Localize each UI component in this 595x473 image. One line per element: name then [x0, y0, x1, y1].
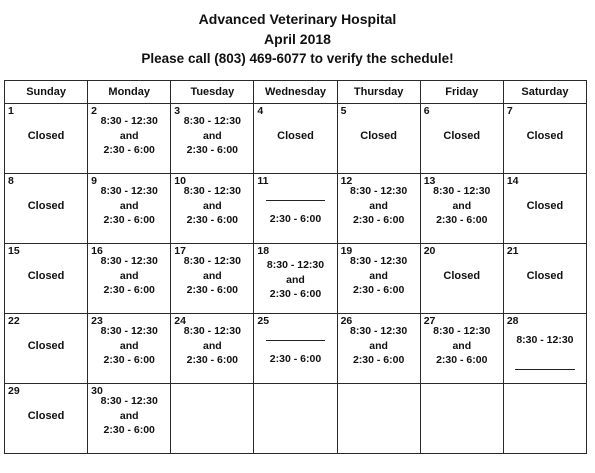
hours-and: and	[369, 339, 388, 352]
day-number: 3	[174, 105, 181, 117]
day-number: 2	[91, 105, 97, 117]
day-cell-content	[88, 244, 170, 313]
hours-and: and	[369, 199, 388, 212]
hours-block	[421, 324, 503, 368]
day-cell	[88, 314, 171, 384]
hours-and: and	[452, 199, 472, 212]
hours-am: 8:30 - 12:30	[100, 185, 158, 197]
day-cell	[171, 384, 254, 454]
day-number: 13	[423, 175, 436, 187]
hours-and: and	[203, 339, 222, 352]
month-title: April 2018	[264, 31, 331, 47]
hours-block	[338, 324, 420, 368]
hours-pm: 2:30 - 6:00	[103, 424, 155, 436]
day-number: 10	[174, 175, 186, 187]
calendar-table	[4, 80, 587, 454]
hours-block	[88, 184, 170, 228]
hours-am: 8:30 - 12:30	[433, 325, 491, 337]
hours-block	[171, 254, 253, 298]
day-cell-content	[5, 104, 87, 173]
day-number: 7	[506, 105, 513, 117]
day-cell	[337, 244, 420, 314]
hours-pm: 2:30 - 6:00	[436, 214, 488, 226]
hours-pm: 2:30 - 6:00	[436, 354, 488, 366]
closed-label: Closed	[277, 130, 314, 142]
hours-am: 8:30 - 12:30	[350, 255, 408, 267]
day-cell	[5, 244, 88, 314]
hours-and: and	[286, 273, 305, 286]
day-number: 26	[340, 315, 353, 327]
hours-am: 8:30 - 12:30	[100, 325, 158, 337]
hours-and: and	[119, 409, 139, 422]
hours-block	[88, 114, 170, 158]
hours-pm: 2:30 - 6:00	[103, 144, 155, 156]
week-row	[5, 174, 587, 244]
hours-and: and	[119, 269, 139, 282]
closed-label: Closed	[443, 130, 481, 142]
closed-label: Closed	[526, 270, 564, 282]
hours-pm: 2:30 - 6:00	[186, 144, 239, 156]
day-cell-content	[504, 314, 586, 383]
day-cell	[337, 104, 420, 174]
day-number: 20	[423, 245, 436, 257]
closed-label: Closed	[27, 270, 65, 282]
day-cell-content	[88, 384, 170, 453]
hours-pm: 2:30 - 6:00	[269, 353, 322, 365]
day-number: 22	[8, 315, 20, 327]
day-number: 6	[423, 105, 430, 117]
day-cell-content	[338, 104, 420, 173]
day-cell	[254, 104, 337, 174]
day-number: 16	[91, 245, 103, 257]
hours-am: 8:30 - 12:30	[516, 334, 574, 346]
day-number: 29	[8, 385, 20, 397]
closed-label: Closed	[27, 410, 65, 422]
day-cell	[171, 314, 254, 384]
day-number: 5	[340, 105, 347, 117]
hours-and: and	[203, 199, 222, 212]
hours-pm: 2:30 - 6:00	[103, 354, 155, 366]
day-number: 27	[423, 315, 436, 327]
calendar-body	[5, 104, 587, 454]
day-cell-content	[504, 384, 586, 453]
hours-am: 8:30 - 12:30	[350, 185, 408, 197]
weekday-header-row	[5, 81, 587, 104]
day-cell-content	[254, 314, 336, 383]
verify-note: Please call (803) 469-6077 to verify the schedule!	[141, 51, 454, 66]
hours-am: 8:30 - 12:30	[183, 185, 241, 197]
hours-pm: 2:30 - 6:00	[103, 284, 155, 296]
day-cell-content	[5, 174, 87, 243]
hours-am: 8:30 - 12:30	[350, 325, 408, 337]
hours-pm: 2:30 - 6:00	[352, 284, 405, 296]
hours-block	[88, 254, 170, 298]
day-cell	[420, 314, 503, 384]
closed-label: Closed	[27, 130, 65, 142]
hours-pm: 2:30 - 6:00	[269, 288, 322, 300]
hours-am: 8:30 - 12:30	[266, 259, 325, 271]
day-cell	[337, 174, 420, 244]
hours-pm: 2:30 - 6:00	[186, 214, 239, 226]
day-cell	[171, 104, 254, 174]
hospital-title: Advanced Veterinary Hospital	[198, 11, 397, 27]
closed-label: Closed	[526, 200, 564, 212]
day-cell-content	[171, 104, 253, 173]
hours-pm: 2:30 - 6:00	[352, 214, 405, 226]
hours-and: and	[119, 199, 139, 212]
morning-blank-line	[266, 200, 325, 201]
day-cell	[171, 244, 254, 314]
day-cell	[171, 174, 254, 244]
hours-am: 8:30 - 12:30	[183, 115, 241, 127]
day-cell	[5, 174, 88, 244]
day-number: 17	[174, 245, 186, 257]
hours-block	[171, 184, 253, 228]
week-row	[5, 244, 587, 314]
closed-label: Closed	[27, 340, 65, 352]
hours-am: 8:30 - 12:30	[100, 395, 158, 407]
hours-pm: 2:30 - 6:00	[269, 213, 322, 225]
hours-and: and	[119, 339, 139, 352]
week-row	[5, 104, 587, 174]
morning-blank-line	[266, 340, 325, 341]
day-cell-content	[504, 174, 586, 243]
day-cell	[88, 104, 171, 174]
day-cell-content	[254, 174, 336, 243]
afternoon-blank-line	[515, 369, 574, 370]
day-cell-content	[171, 384, 253, 453]
day-cell-content	[338, 314, 420, 383]
hours-and: and	[119, 129, 139, 142]
day-cell-content	[338, 244, 420, 313]
weekday-header: Saturday	[503, 81, 586, 104]
day-cell	[503, 104, 586, 174]
day-cell	[254, 314, 337, 384]
day-cell	[254, 244, 337, 314]
closed-label: Closed	[443, 270, 481, 282]
closed-label: Closed	[27, 200, 65, 212]
hours-block	[88, 394, 170, 438]
day-cell-content	[5, 314, 87, 383]
day-cell	[254, 384, 337, 454]
day-cell-content	[421, 384, 503, 453]
hours-block	[171, 324, 253, 368]
closed-label: Closed	[526, 130, 564, 142]
day-cell	[5, 104, 88, 174]
day-cell-content	[338, 174, 420, 243]
day-cell	[420, 384, 503, 454]
day-cell-content	[421, 314, 503, 383]
day-number: 15	[8, 245, 20, 257]
day-number: 11	[257, 175, 269, 187]
day-cell	[5, 384, 88, 454]
day-number: 21	[506, 245, 519, 257]
day-number: 1	[8, 105, 14, 117]
weekday-header: Sunday	[5, 81, 88, 104]
week-row	[5, 384, 587, 454]
day-cell-content	[421, 104, 503, 173]
day-cell-content	[254, 384, 336, 453]
day-cell-content	[504, 244, 586, 313]
closed-label: Closed	[360, 130, 397, 142]
day-cell	[337, 384, 420, 454]
day-cell	[503, 314, 586, 384]
weekday-header: Wednesday	[254, 81, 337, 104]
hours-block	[338, 254, 420, 298]
day-cell	[88, 384, 171, 454]
day-number: 30	[91, 385, 103, 397]
day-number: 23	[91, 315, 103, 327]
day-cell-content	[338, 384, 420, 453]
day-cell	[503, 244, 586, 314]
hours-pm: 2:30 - 6:00	[352, 354, 405, 366]
day-number: 19	[340, 245, 353, 257]
day-cell-content	[171, 244, 253, 313]
day-cell-content	[171, 174, 253, 243]
day-cell	[503, 384, 586, 454]
day-cell	[254, 174, 337, 244]
day-number: 4	[257, 105, 264, 117]
hours-block	[88, 324, 170, 368]
day-cell-content	[88, 314, 170, 383]
hours-pm: 2:30 - 6:00	[103, 214, 155, 226]
hours-am: 8:30 - 12:30	[183, 255, 241, 267]
weekday-header: Tuesday	[171, 81, 254, 104]
day-cell	[420, 174, 503, 244]
day-cell-content	[5, 244, 87, 313]
hours-block	[421, 184, 503, 228]
day-cell-content	[421, 174, 503, 243]
hours-am: 8:30 - 12:30	[433, 185, 491, 197]
day-cell-content	[254, 104, 336, 173]
day-cell	[88, 244, 171, 314]
day-cell-content	[421, 244, 503, 313]
schedule-header	[0, 0, 595, 69]
day-cell-content	[88, 174, 170, 243]
day-cell-content	[504, 104, 586, 173]
weekday-header: Monday	[88, 81, 171, 104]
day-number: 25	[257, 315, 270, 327]
day-number: 9	[91, 175, 97, 187]
day-cell	[420, 104, 503, 174]
hours-am: 8:30 - 12:30	[183, 325, 241, 337]
day-cell-content	[254, 244, 336, 313]
hours-block	[338, 184, 420, 228]
hours-pm: 2:30 - 6:00	[186, 284, 239, 296]
week-row	[5, 314, 587, 384]
day-cell	[503, 174, 586, 244]
hours-block	[254, 258, 336, 302]
weekday-header: Thursday	[337, 81, 420, 104]
hours-am: 8:30 - 12:30	[100, 115, 158, 127]
day-number: 12	[340, 175, 353, 187]
hours-am: 8:30 - 12:30	[100, 255, 158, 267]
hours-pm: 2:30 - 6:00	[186, 354, 239, 366]
day-cell-content	[171, 314, 253, 383]
hours-and: and	[369, 269, 388, 282]
hours-and: and	[452, 339, 472, 352]
day-number: 18	[257, 245, 270, 257]
day-number: 8	[8, 175, 14, 187]
day-cell	[88, 174, 171, 244]
hours-and: and	[203, 269, 222, 282]
day-number: 28	[506, 315, 519, 327]
hours-block	[171, 114, 253, 158]
hours-and: and	[203, 129, 222, 142]
day-cell	[420, 244, 503, 314]
day-cell-content	[88, 104, 170, 173]
day-number: 14	[506, 175, 519, 187]
day-cell-content	[5, 384, 87, 453]
day-number: 24	[174, 315, 186, 327]
weekday-header: Friday	[420, 81, 503, 104]
day-cell	[337, 314, 420, 384]
day-cell	[5, 314, 88, 384]
